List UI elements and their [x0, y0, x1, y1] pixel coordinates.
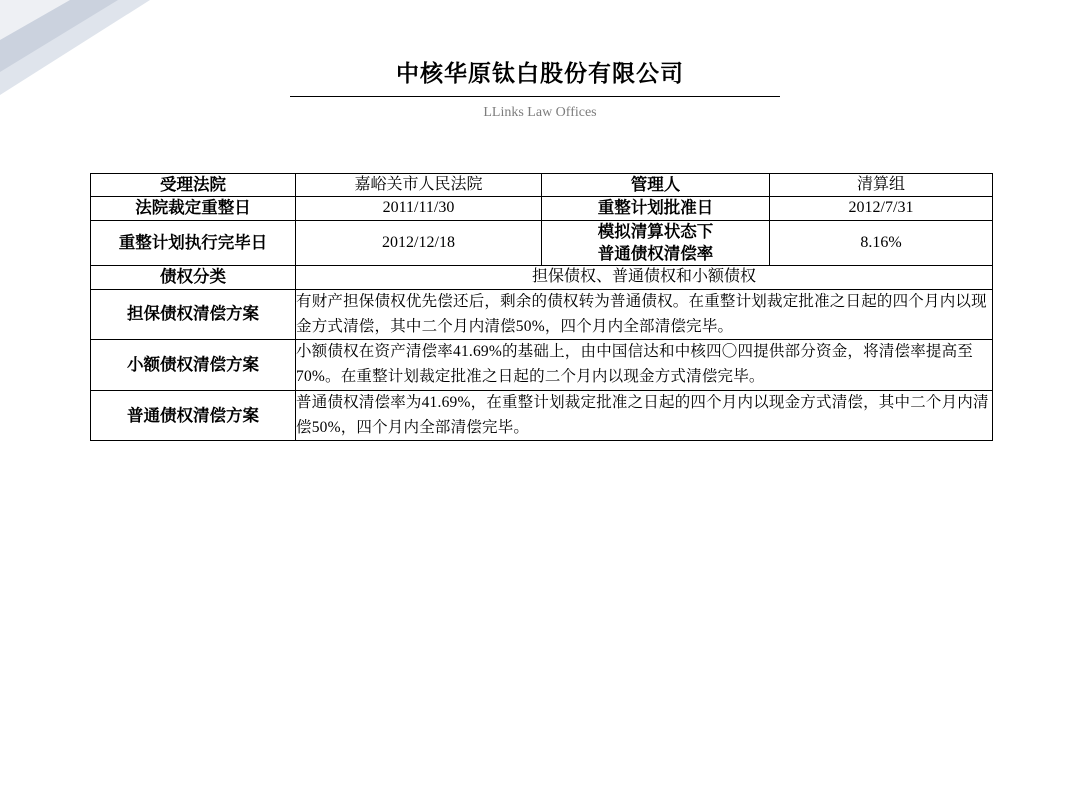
table-cell-paragraph: 普通债权清偿率为41.69%，在重整计划裁定批准之日起的四个月内以现金方式清偿，其中二个月内清偿50%，四个月内全部清偿完毕。 — [296, 390, 993, 441]
table-cell-label: 模拟清算状态下 普通债权清偿率 — [542, 220, 770, 266]
table-row — [91, 174, 993, 197]
table-cell-label: 重整计划执行完毕日 — [91, 220, 296, 266]
table-cell-label: 受理法院 — [91, 174, 296, 197]
table-cell-label: 普通债权清偿方案 — [91, 390, 296, 441]
document-subtitle: LLinks Law Offices — [483, 105, 597, 120]
table-cell-paragraph: 有财产担保债权优先偿还后，剩余的债权转为普通债权。在重整计划裁定批准之日起的四个月内以现金方式清偿，其中二个月内清偿50%，四个月内全部清偿完毕。 — [296, 289, 993, 340]
table-row — [91, 390, 993, 441]
table-row — [91, 340, 993, 391]
table-cell-value: 担保债权、普通债权和小额债权 — [296, 266, 993, 289]
title-divider — [290, 96, 780, 97]
table-cell-value: 嘉峪关市人民法院 — [296, 174, 542, 197]
table-cell-value: 2011/11/30 — [296, 197, 542, 220]
table-cell-paragraph: 小额债权在资产清偿率41.69%的基础上，由中国信达和中核四〇四提供部分资金，将清偿率提高至70%。在重整计划裁定批准之日起的二个月内以现金方式清偿完毕。 — [296, 340, 993, 391]
page-title: 中核华原钛白股份有限公司 — [396, 61, 684, 86]
table-cell-label: 债权分类 — [91, 266, 296, 289]
table-cell-label: 小额债权清偿方案 — [91, 340, 296, 391]
table-cell-label: 法院裁定重整日 — [91, 197, 296, 220]
table-cell-value: 2012/7/31 — [770, 197, 993, 220]
table-cell-label: 重整计划批准日 — [542, 197, 770, 220]
table-row — [91, 266, 993, 289]
table-row — [91, 220, 993, 266]
table-cell-value: 8.16% — [770, 220, 993, 266]
table-cell-label: 担保债权清偿方案 — [91, 289, 296, 340]
restructuring-info-table — [90, 173, 993, 441]
table-body — [91, 174, 993, 441]
table-cell-label: 管理人 — [542, 174, 770, 197]
table-row — [91, 197, 993, 220]
table-cell-value: 清算组 — [770, 174, 993, 197]
table-row — [91, 289, 993, 340]
table-cell-value: 2012/12/18 — [296, 220, 542, 266]
